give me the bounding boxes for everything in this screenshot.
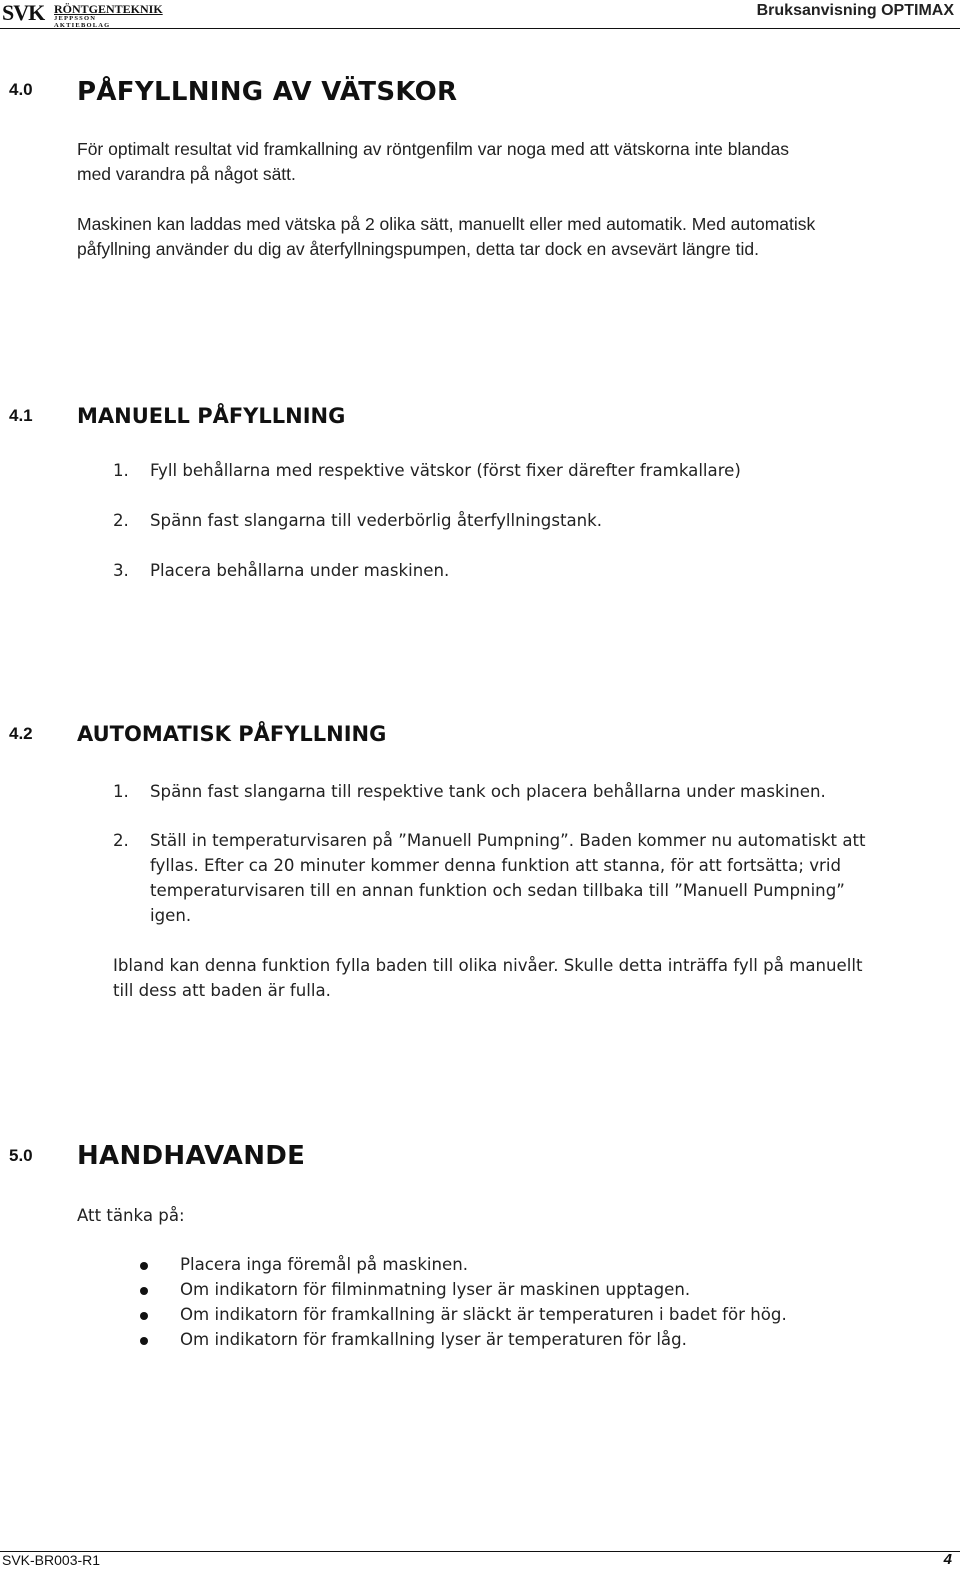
section-heading: HANDHAVANDE <box>77 1141 306 1171</box>
bullet-icon <box>140 1287 148 1295</box>
list-number: 1. <box>113 782 129 801</box>
bullet-text: Om indikatorn för filminmatning lyser är maskinen upptagen. <box>180 1280 691 1299</box>
bullet-icon <box>140 1262 148 1270</box>
paragraph <box>77 137 957 187</box>
bullet-icon <box>140 1312 148 1320</box>
bullet-text: Om indikatorn för framkallning är släckt är temperaturen i badet för hög. <box>180 1305 787 1324</box>
section-number: 4.1 <box>9 406 33 425</box>
list-text: Spänn fast slangarna till vederbörlig återfyllningstank. <box>150 511 603 530</box>
paragraph-line: påfyllning använder du dig av återfyllningspumpen, detta tar dock en avsevärt längre tid. <box>77 239 759 259</box>
bullet-text: Om indikatorn för framkallning lyser är temperaturen för låg. <box>180 1330 687 1349</box>
intro-text: Att tänka på: <box>77 1206 185 1225</box>
section-heading: MANUELL PÅFYLLNING <box>77 404 346 428</box>
paragraph-line: För optimalt resultat vid framkallning av röntgenfilm var noga med att vätskorna inte blandas <box>77 139 790 159</box>
paragraph-line: Maskinen kan laddas med vätska på 2 olika sätt, manuellt eller med automatik. Med automatisk <box>77 214 816 234</box>
list-number: 2. <box>113 511 129 530</box>
list-text: fyllas. Efter ca 20 minuter kommer denna funktion att stanna, för att fortsätta; vrid <box>150 856 841 875</box>
section-heading: PÅFYLLNING AV VÄTSKOR <box>77 77 458 107</box>
note-paragraph <box>113 953 953 1003</box>
paragraph-line: med varandra på något sätt. <box>77 164 296 184</box>
list-number: 2. <box>113 831 129 850</box>
section-number: 5.0 <box>9 1146 33 1165</box>
logo-name: RÖNTGENTEKNIK <box>54 2 163 16</box>
paragraph-line: Ibland kan denna funktion fylla baden till olika nivåer. Skulle detta inträffa fyll på manuellt <box>113 956 863 975</box>
list-text: igen. <box>150 906 192 925</box>
bullet-text: Placera inga föremål på maskinen. <box>180 1255 469 1274</box>
logo-svk: SVK <box>2 0 45 25</box>
bullet-icon <box>140 1337 148 1345</box>
company-logo <box>2 0 163 29</box>
list-text: Ställ in temperaturvisaren på ”Manuell Pumpning”. Baden kommer nu automatiskt att <box>150 831 866 850</box>
logo-subname: JEPPSSON AKTIEBOLAG <box>54 15 111 29</box>
list-text: Fyll behållarna med respektive vätskor (först fixer därefter framkallare) <box>150 461 741 480</box>
list-number: 1. <box>113 461 129 480</box>
section-number: 4.0 <box>9 80 33 99</box>
footer-divider <box>0 1551 960 1552</box>
paragraph <box>77 212 957 262</box>
list-text: temperaturvisaren till en annan funktion och sedan tillbaka till ”Manuell Pumpning” <box>150 881 845 900</box>
document-title: Bruksanvisning OPTIMAX <box>756 2 954 19</box>
list-text: Spänn fast slangarna till respektive tank och placera behållarna under maskinen. <box>150 782 826 801</box>
paragraph-line: till dess att baden är fulla. <box>113 981 331 1000</box>
list-text: Placera behållarna under maskinen. <box>150 561 450 580</box>
section-number: 4.2 <box>9 724 33 743</box>
document-id: SVK-BR003-R1 <box>2 1552 101 1568</box>
section-heading: AUTOMATISK PÅFYLLNING <box>77 722 387 746</box>
header-divider <box>0 28 960 29</box>
list-number: 3. <box>113 561 129 580</box>
page-number: 4 <box>943 1551 952 1568</box>
